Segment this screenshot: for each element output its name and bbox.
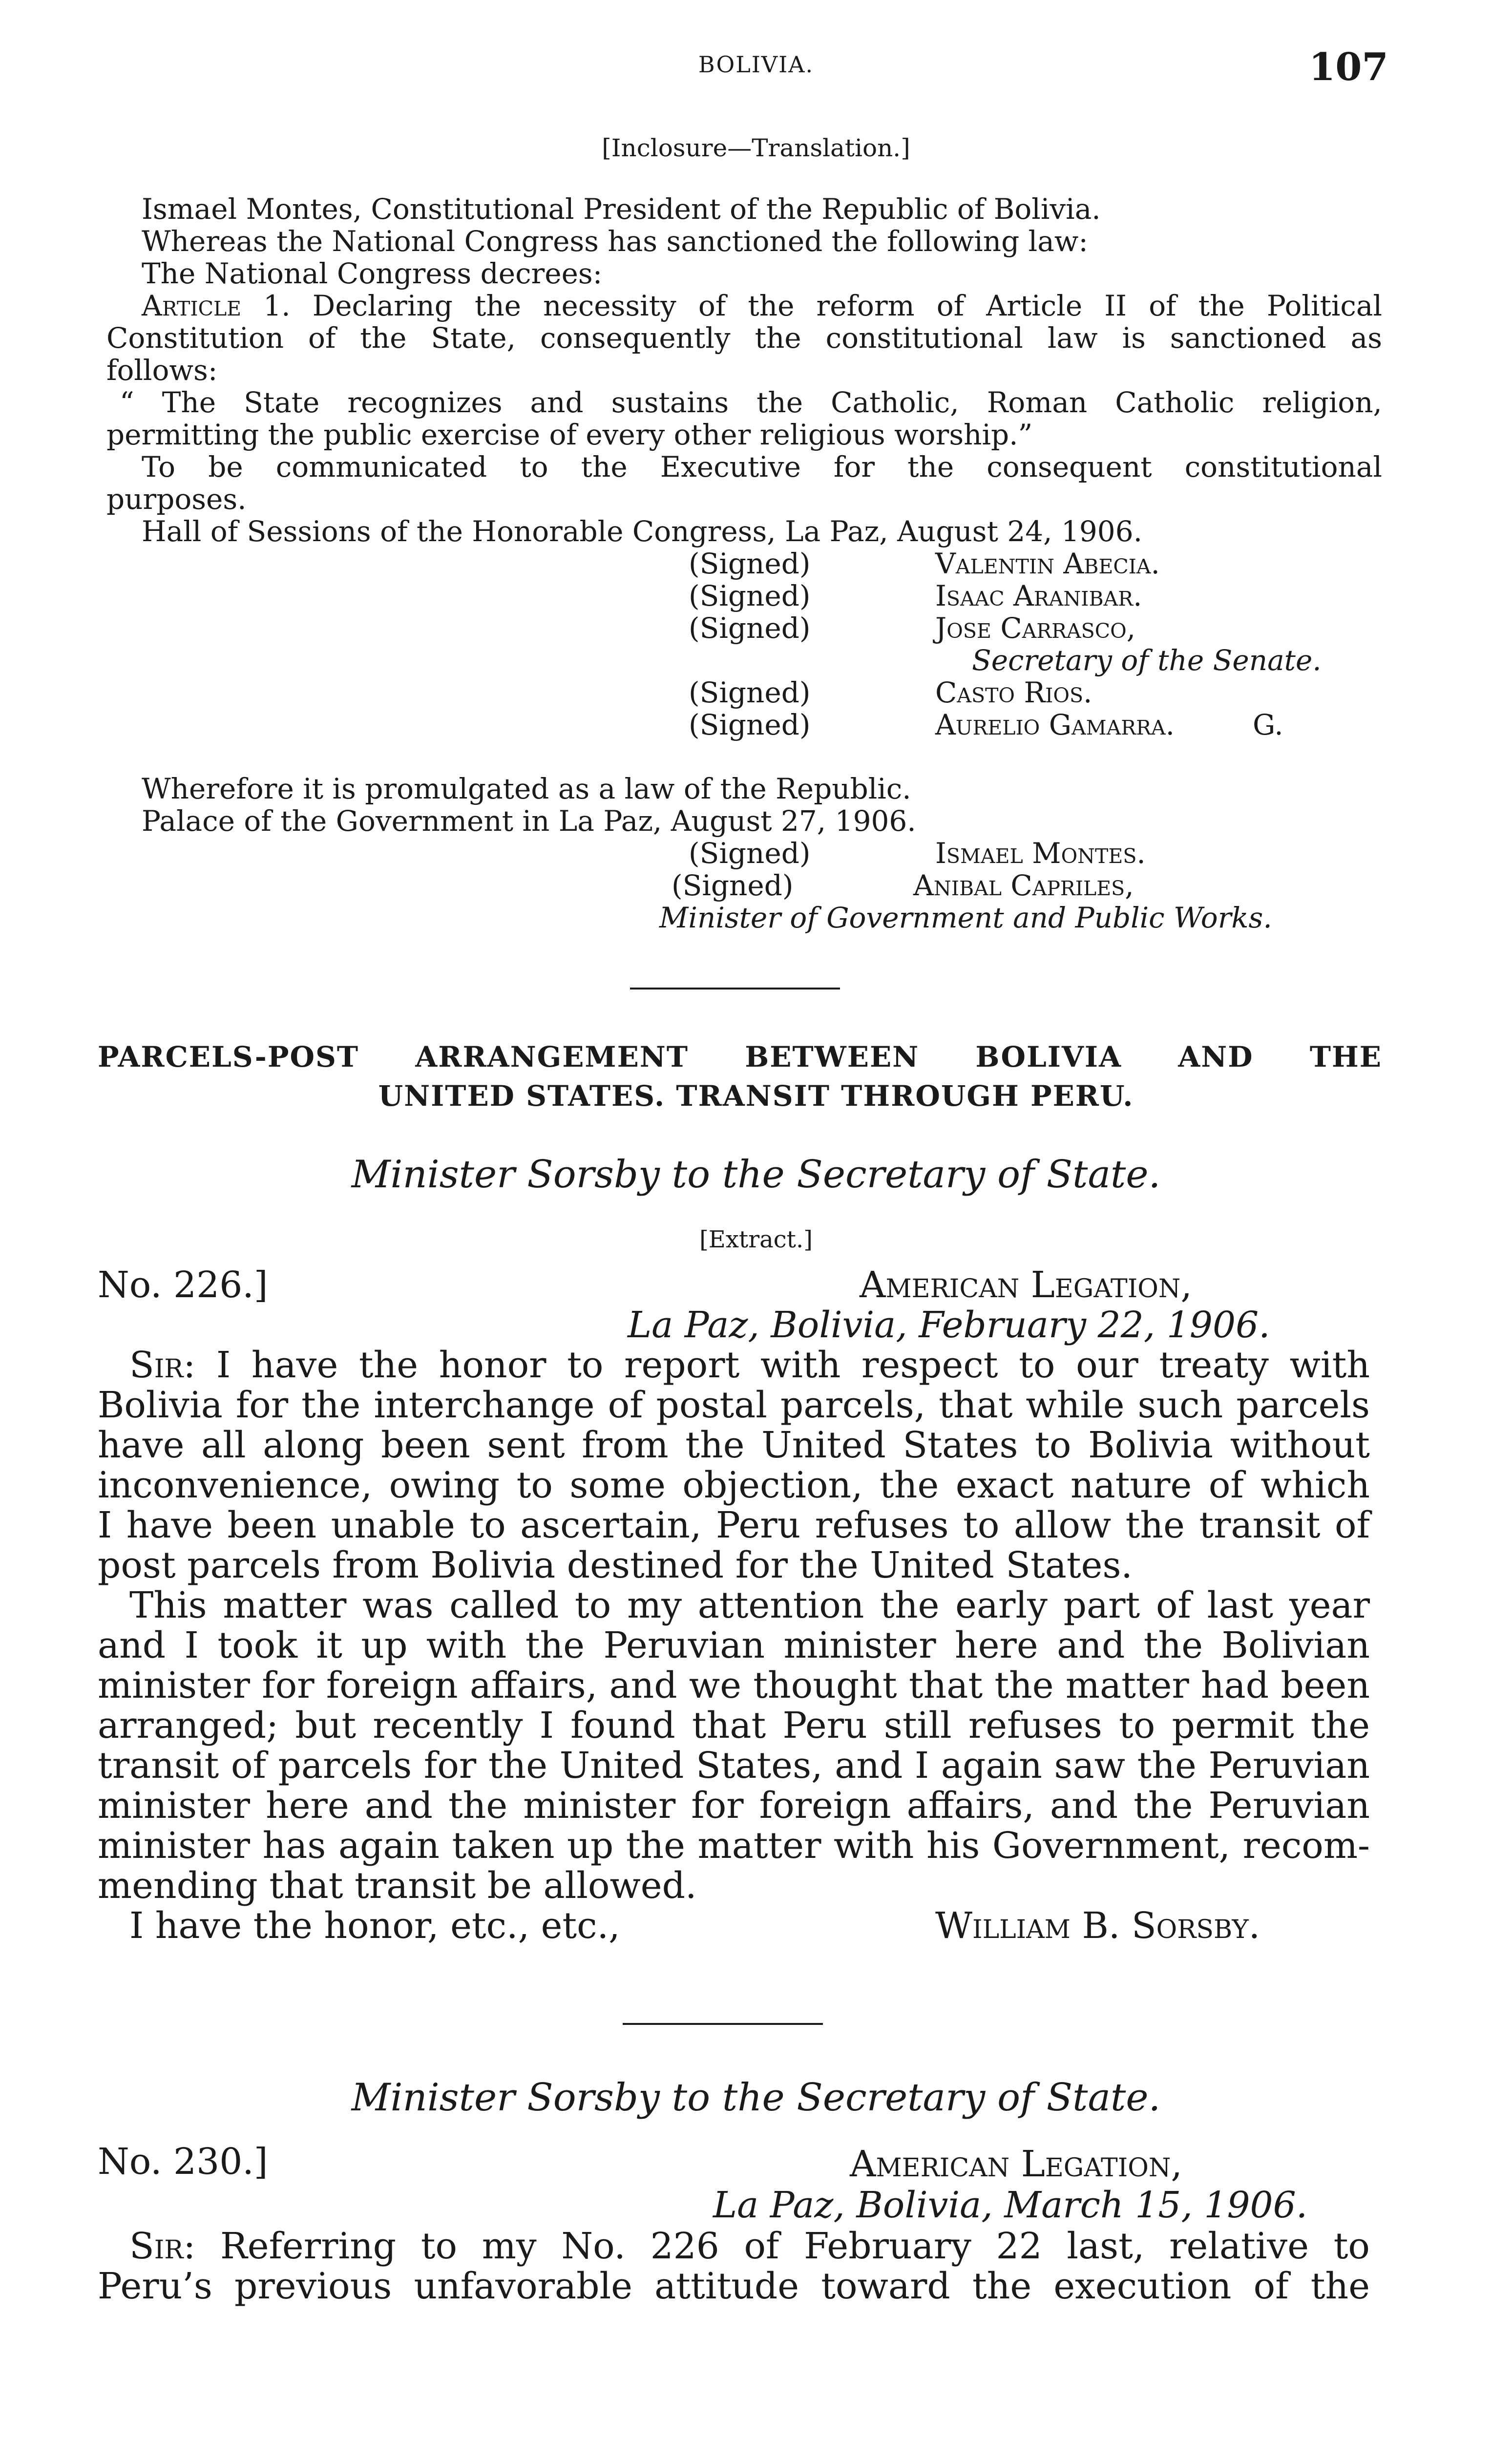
extract-label: [Extract.] bbox=[699, 1226, 813, 1253]
running-head: BOLIVIA. bbox=[698, 51, 814, 78]
signature: William B. Sorsby. bbox=[935, 1905, 1260, 1947]
signatory-name: Casto Rios. bbox=[935, 676, 1092, 709]
signatory-name: Anibal Capriles, bbox=[913, 869, 1134, 902]
quote-line-1: “ The State recognizes and sustains the Catholic, Roman Catholic religion, bbox=[120, 386, 1382, 419]
paragraph-line: minister for foreign affairs, and we thought that the matter had been bbox=[98, 1664, 1370, 1706]
communicated-line-1: To be communicated to the Executive for the consequent constitutional bbox=[142, 450, 1382, 484]
paragraph-line: transit of parcels for the United States, and I again saw the Peruvian bbox=[98, 1745, 1370, 1787]
paragraph-line: post parcels from Bolivia destined for the United States. bbox=[98, 1544, 1133, 1586]
hall-of-sessions-line: Hall of Sessions of the Honorable Congress, La Paz, August 24, 1906. bbox=[142, 515, 1143, 548]
paragraph-line: have all along been sent from the United States to Bolivia without bbox=[98, 1424, 1370, 1466]
paragraph-line: arranged; but recently I found that Peru still refuses to permit the bbox=[98, 1705, 1370, 1747]
whereas-line: Whereas the National Congress has sanctioned the following law: bbox=[142, 225, 1088, 258]
dateline: La Paz, Bolivia, March 15, 1906. bbox=[713, 2184, 1308, 2226]
proclamation-line: Ismael Montes, Constitutional President of the Republic of Bolivia. bbox=[142, 192, 1101, 226]
letter-subhead: Minister Sorsby to the Secretary of State. bbox=[351, 2076, 1161, 2120]
signed-label: (Signed) bbox=[689, 579, 811, 612]
article-heading-line-2: UNITED STATES. TRANSIT THROUGH PERU. bbox=[378, 1079, 1134, 1113]
paragraph-line: mending that transit be allowed. bbox=[98, 1865, 697, 1907]
salutation: Sir: bbox=[129, 1344, 196, 1386]
paragraph-line: minister has again taken up the matter with his Government, recom- bbox=[98, 1825, 1370, 1867]
article-label: Article 1. bbox=[142, 289, 291, 322]
dispatch-number: No. 230.] bbox=[98, 2141, 268, 2183]
letter-subhead: Minister Sorsby to the Secretary of State. bbox=[351, 1153, 1161, 1197]
signed-label: (Signed) bbox=[689, 676, 811, 709]
dateline: La Paz, Bolivia, February 22, 1906. bbox=[628, 1304, 1270, 1346]
decrees-line: The National Congress decrees: bbox=[142, 257, 603, 290]
legation-name: American Legation, bbox=[860, 1264, 1192, 1306]
article-heading-line-1: PARCELS-POST ARRANGEMENT BETWEEN BOLIVIA AND THE bbox=[98, 1040, 1382, 1074]
paragraph-line bbox=[129, 2226, 1370, 2266]
signed-label: (Signed) bbox=[689, 708, 811, 741]
signatory-name: Jose Carrasco, bbox=[935, 611, 1136, 645]
signatory-title: Minister of Government and Public Works. bbox=[659, 901, 1272, 934]
signatory-initial: G. bbox=[1253, 708, 1283, 741]
signed-label: (Signed) bbox=[689, 837, 811, 870]
wherefore-line: Wherefore it is promulgated as a law of the Republic. bbox=[142, 772, 911, 805]
signatory-name: Valentin Abecia. bbox=[935, 547, 1160, 580]
signatory-name: Ismael Montes. bbox=[935, 837, 1146, 870]
paragraph-line: Peru’s previous unfavorable attitude toward the execution of the bbox=[98, 2265, 1370, 2307]
signatory-name: Aurelio Gamarra. bbox=[935, 708, 1175, 741]
signed-label: (Signed) bbox=[689, 611, 811, 645]
article-line-3: follows: bbox=[106, 354, 218, 387]
paragraph-text: I have the honor to report with respect to our treaty with bbox=[216, 1344, 1370, 1386]
signatory-title: Secretary of the Senate. bbox=[972, 644, 1322, 677]
section-divider bbox=[623, 2023, 823, 2025]
page-number: 107 bbox=[1309, 45, 1388, 89]
inclosure-label: [Inclosure—Translation.] bbox=[602, 134, 910, 162]
signatory-name: Isaac Aranibar. bbox=[935, 579, 1142, 612]
communicated-line-2: purposes. bbox=[106, 483, 247, 516]
legation-name: American Legation, bbox=[850, 2143, 1182, 2185]
quote-line-2: permitting the public exercise of every other religious worship.” bbox=[106, 418, 1033, 451]
closing-line: I have the honor, etc., etc., bbox=[129, 1905, 620, 1947]
section-divider bbox=[630, 988, 840, 989]
paragraph-line: This matter was called to my attention the early part of last year bbox=[129, 1584, 1370, 1626]
paragraph-line bbox=[129, 1345, 1370, 1385]
paragraph-line: I have been unable to ascertain, Peru refuses to allow the transit of bbox=[98, 1504, 1370, 1546]
article-1-line bbox=[142, 290, 1382, 322]
paragraph-line: minister here and the minister for foreign affairs, and the Peruvian bbox=[98, 1785, 1370, 1827]
paragraph-text: Referring to my No. 226 of February 22 last, relative to bbox=[220, 2225, 1370, 2267]
paragraph-line: and I took it up with the Peruvian minister here and the Bolivian bbox=[98, 1624, 1370, 1666]
palace-line: Palace of the Government in La Paz, August 27, 1906. bbox=[142, 804, 916, 838]
paragraph-line: Bolivia for the interchange of postal parcels, that while such parcels bbox=[98, 1384, 1370, 1426]
article-text: Declaring the necessity of the reform of Article II of the Political bbox=[312, 289, 1382, 322]
signed-label: (Signed) bbox=[689, 547, 811, 580]
salutation: Sir: bbox=[129, 2225, 196, 2267]
dispatch-number: No. 226.] bbox=[98, 1264, 268, 1306]
article-line-2: Constitution of the State, consequently the constitutional law is sanctioned as bbox=[106, 321, 1382, 355]
paragraph-line: inconvenience, owing to some objection, the exact nature of which bbox=[98, 1464, 1370, 1506]
signed-label: (Signed) bbox=[672, 869, 794, 902]
